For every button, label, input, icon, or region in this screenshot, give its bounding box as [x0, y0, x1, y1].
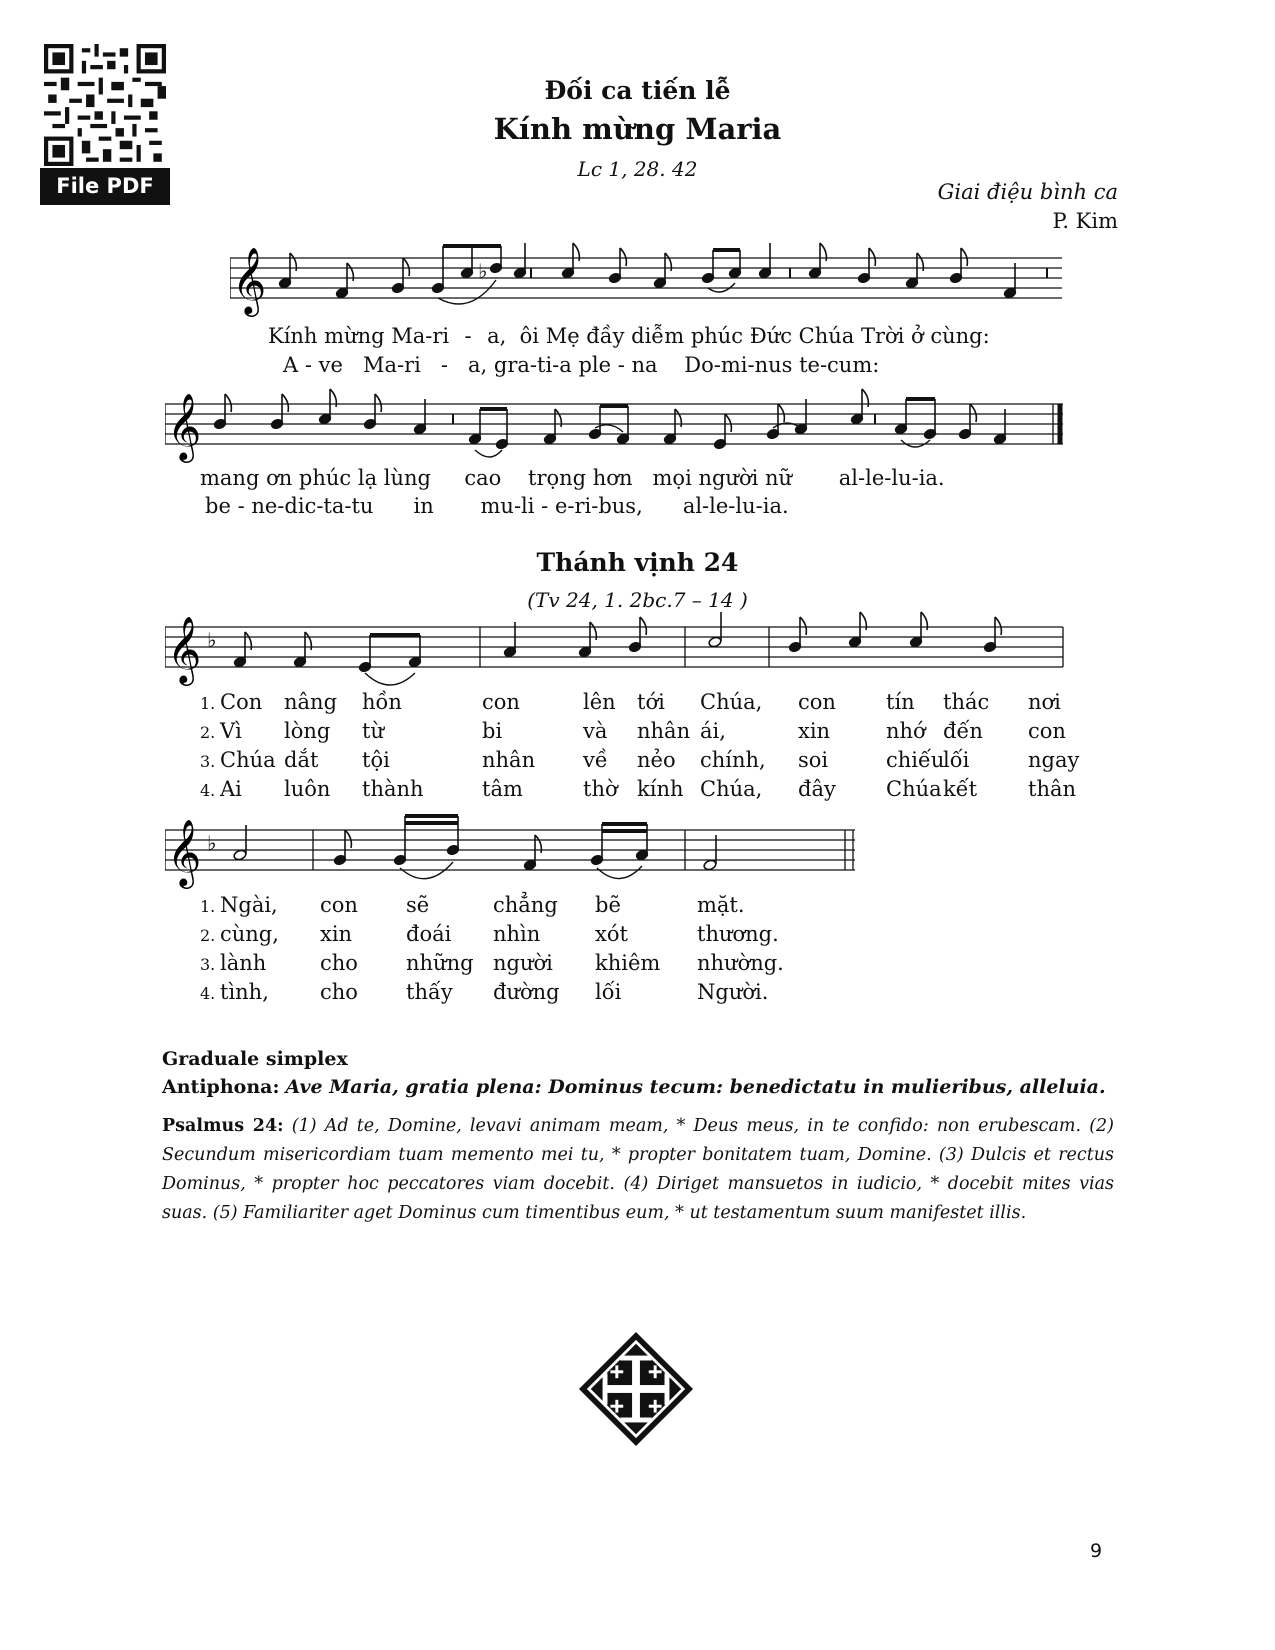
verse-word: chiếu — [886, 748, 945, 772]
antiphona-text: Ave Maria, gratia plena: Dominus tecum: benedictatu in mulieribus, alleluia. — [285, 1076, 1106, 1098]
verse-word: lối — [595, 980, 622, 1004]
lyric-syllable: - — [440, 353, 448, 377]
verse-word: tội — [362, 748, 390, 772]
lyric-syllable: ôi Mẹ đầy diễm phúc Đức Chúa Trời ở cùng: — [519, 324, 990, 348]
verse-word: chính, — [700, 748, 766, 772]
verse-number: 2. — [200, 723, 216, 742]
scripture-reference: Lc 1, 28. 42 — [577, 157, 698, 181]
verse-word: cho — [320, 980, 358, 1004]
flat-key-signature-icon: ♭ — [207, 628, 217, 652]
verse-word: con — [1028, 719, 1066, 743]
verse-word: về — [583, 748, 608, 772]
verse-number: 2. — [200, 926, 216, 945]
lyric-syllable: - — [304, 353, 312, 377]
notes — [233, 612, 1001, 685]
lyric-syllable: - — [541, 494, 549, 518]
psalm-title: Thánh vịnh 24 — [536, 548, 739, 577]
flat-key-signature-icon: ♭ — [207, 831, 217, 855]
verse-word: lòng — [284, 719, 331, 743]
lyric-syllable: a, gra-ti-a ple — [468, 353, 612, 377]
verse-word: Chúa — [886, 777, 942, 801]
verse-word: thân — [1028, 777, 1077, 801]
verse-word: Con — [220, 690, 263, 714]
jerusalem-cross-icon — [577, 1330, 695, 1448]
verse-word: thác — [943, 690, 990, 714]
psalmus-label: Psalmus 24: — [162, 1116, 284, 1136]
lyric-syllable: trọng hơn — [528, 466, 633, 490]
verse-word: tín — [886, 690, 915, 714]
verse-word: thờ — [583, 777, 618, 801]
verse-word: sẽ — [406, 893, 430, 917]
verse-word: nhìn — [493, 922, 541, 946]
verse-word: đoái — [406, 922, 452, 946]
lyric-syllable: al-le-lu-ia. — [682, 494, 789, 518]
verse-word: những — [406, 951, 474, 975]
verse-word: con — [482, 690, 520, 714]
verse-word: nâng — [284, 690, 338, 714]
verse-word: con — [320, 893, 358, 917]
verse-word: lối — [943, 748, 970, 772]
lyric-syllable: in — [413, 494, 434, 518]
antiphona-line — [162, 1076, 1114, 1098]
lyric-syllable: Do-mi-nus te-cum: — [684, 353, 880, 377]
verse-word: hồn — [362, 690, 402, 714]
verse-word: Ai — [220, 777, 242, 801]
graduale-heading: Graduale simplex — [162, 1048, 348, 1070]
page-title: Kính mừng Maria — [493, 112, 782, 146]
verse-word: đến — [943, 719, 983, 743]
verse-word: Ngài, — [220, 893, 278, 917]
lyric-syllable: Kính mừng Ma-ri — [268, 324, 450, 348]
treble-clef-icon: 𝄞 — [167, 818, 202, 886]
lyric-syllable: A — [283, 353, 299, 377]
verse-number: 4. — [200, 781, 216, 800]
verse-number: 1. — [200, 897, 216, 916]
verse-word: Vì — [220, 719, 242, 743]
verse-word: nhân — [637, 719, 691, 743]
verse-word: xin — [320, 922, 353, 946]
verse-word: tâm — [482, 777, 523, 801]
notes — [233, 816, 717, 879]
verse-word: người — [493, 951, 553, 975]
lyrics-line-1-la — [283, 353, 879, 377]
verse-word: mặt. — [697, 893, 745, 917]
verse-word: lên — [583, 690, 616, 714]
verse-word: cùng, — [220, 922, 279, 946]
svg-text:♭: ♭ — [478, 259, 488, 283]
verse-word: nơi — [1028, 690, 1061, 714]
verse-word: con — [798, 690, 836, 714]
verse-number: 3. — [200, 752, 216, 771]
psalm-reference: (Tv 24, 1. 2bc.7 – 14 ) — [527, 588, 748, 612]
verse-word: từ — [362, 719, 384, 743]
music-staff-4 — [165, 810, 855, 890]
lyric-syllable: cao — [464, 466, 502, 490]
verse-word: bẽ — [595, 893, 621, 917]
verse-number: 3. — [200, 955, 216, 974]
verse-word: Chúa — [220, 748, 276, 772]
melody-note: Giai điệu bình ca — [937, 180, 1118, 204]
verse-word: thành — [362, 777, 424, 801]
verse-word: cho — [320, 951, 358, 975]
qr-code-icon — [44, 44, 166, 166]
verse-word: Chúa, — [700, 690, 763, 714]
verse-word: kết — [943, 777, 978, 801]
verse-word: lành — [220, 951, 267, 975]
verse-word: xin — [798, 719, 831, 743]
lyrics-line-1-vi — [268, 324, 990, 348]
verse-word: soi — [798, 748, 829, 772]
verse-word: nhớ — [886, 719, 926, 743]
verse-word: xót — [595, 922, 628, 946]
lyric-syllable: a, — [487, 324, 507, 348]
lyric-syllable: - — [464, 324, 472, 348]
verse-word: chẳng — [493, 893, 558, 917]
section-title: Đối ca tiến lễ — [544, 76, 731, 105]
page-number: 9 — [1090, 1540, 1103, 1562]
verse-number: 1. — [200, 694, 216, 713]
music-staff-1 — [230, 238, 1065, 318]
antiphona-label: Antiphona: — [162, 1076, 280, 1098]
lyric-syllable: mu-li — [480, 494, 535, 518]
verse-word: tình, — [220, 980, 269, 1004]
verse-word: Chúa, — [700, 777, 763, 801]
verse-word: khiêm — [595, 951, 661, 975]
verse-word: thấy — [406, 980, 453, 1004]
verse-word: nẻo — [637, 748, 676, 772]
treble-clef-icon: 𝄞 — [232, 246, 267, 314]
verse-word: đường — [493, 980, 560, 1004]
verse-word: đây — [798, 777, 836, 801]
lyric-syllable: ve — [318, 353, 343, 377]
lyric-syllable: be — [205, 494, 231, 518]
verse-word: và — [583, 719, 608, 743]
psalmus-text: (1) Ad te, Domine, levavi animam meam, * Deus meus, in te confido: non erubescam. (2) Secundum misericordiam tuam memento mei tu, * propter bonitatem tuam, Domine. (3) Dulcis et rectus Dominus, * propter hoc peccatores viam docebit. (4) Diriget mansuetos in iudicio, * docebit mites vias suas. (5) Familiariter aget Dominus cum timentibus eum, * ut testamentum suum manifestet illis. — [162, 1116, 1114, 1223]
lyric-syllable: e-ri-bus, — [554, 494, 643, 518]
verse-word: ái, — [700, 719, 726, 743]
lyric-syllable: al-le-lu-ia. — [838, 466, 945, 490]
verse-word: luôn — [284, 777, 331, 801]
music-staff-3 — [165, 607, 1065, 687]
lyric-syllable: - — [617, 353, 625, 377]
verse-word: nhân — [482, 748, 536, 772]
lyrics-line-2-vi — [200, 466, 945, 490]
lyric-syllable: ne-dic-ta-tu — [251, 494, 374, 518]
composer-note: P. Kim — [1052, 209, 1118, 233]
lyric-syllable: mọi người nữ — [652, 466, 793, 490]
notes — [278, 243, 1016, 304]
verse-number: 4. — [200, 984, 216, 1003]
verse-word: dắt — [284, 748, 319, 772]
lyrics-line-2-la — [205, 494, 789, 518]
notes — [213, 389, 1006, 457]
psalmus-paragraph — [162, 1112, 1114, 1228]
treble-clef-icon: 𝄞 — [167, 392, 202, 460]
verse-word: ngay — [1028, 748, 1080, 772]
verse-word: thương. — [697, 922, 779, 946]
verse-word: tới — [637, 690, 665, 714]
treble-clef-icon: 𝄞 — [167, 615, 202, 683]
lyric-syllable: na — [631, 353, 658, 377]
verse-word: kính — [637, 777, 684, 801]
qr-label: File PDF — [40, 168, 170, 205]
verse-word: Người. — [697, 980, 769, 1004]
lyric-syllable: Ma-ri — [362, 353, 421, 377]
lyric-syllable: - — [237, 494, 245, 518]
verse-word: nhường. — [697, 951, 784, 975]
lyric-syllable: mang ơn phúc lạ lùng — [200, 466, 431, 490]
verse-word: bi — [482, 719, 503, 743]
